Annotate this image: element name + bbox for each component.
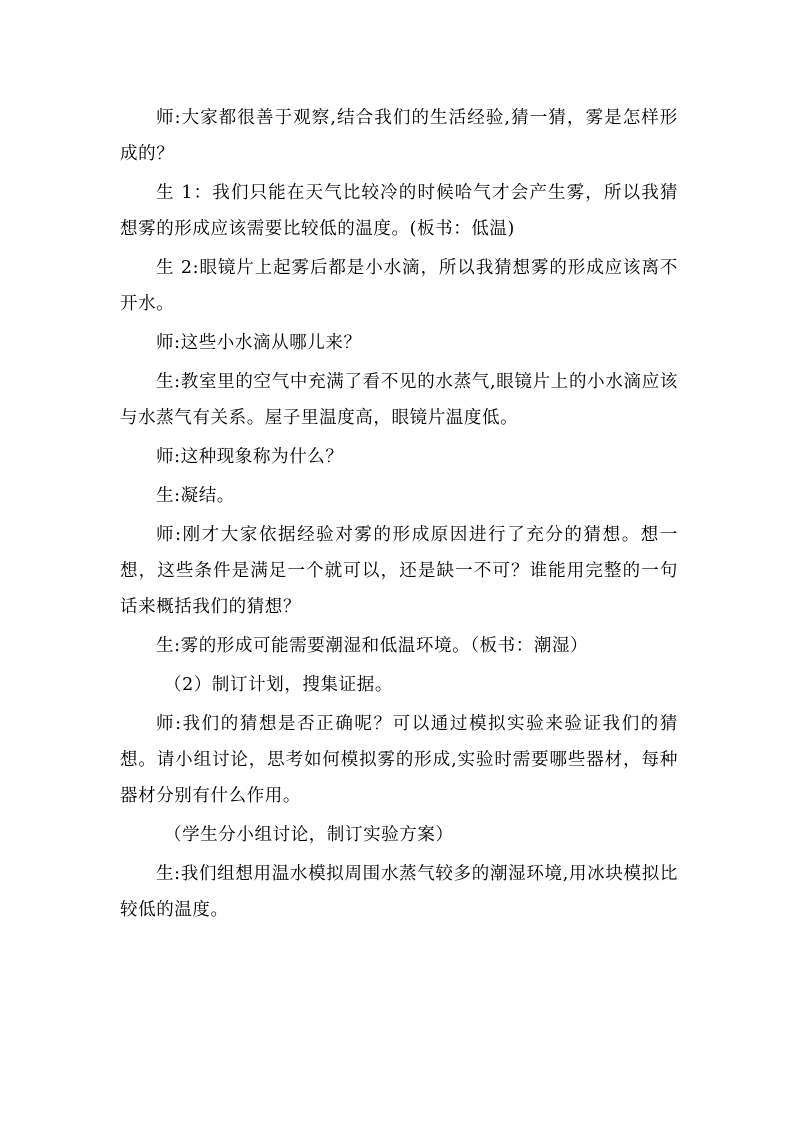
paragraph-student-1: 生 1：我们只能在天气比较冷的时候哈气才会产生雾，所以我猜想雾的形成应该需要比较低的温度。(板书：低温) <box>120 183 678 239</box>
paragraph-teacher-phenomenon: 师:这种现象称为什么？ <box>156 447 344 467</box>
paragraph-student-plan: 生:我们组想用温水模拟周围水蒸气较多的潮湿环境,用冰块模拟比较低的温度。 <box>120 864 678 920</box>
paragraph-group-discussion: （学生分小组讨论，制订实验方案） <box>164 825 454 845</box>
paragraph-teacher-question: 师:大家都很善于观察,结合我们的生活经验,猜一猜，雾是怎样形成的？ <box>120 108 678 164</box>
paragraph-teacher-water-drops: 师:这些小水滴从哪儿来？ <box>156 333 362 353</box>
paragraph-student-2: 生 2:眼镜片上起雾后都是小水滴，所以我猜想雾的形成应该离不开水。 <box>120 258 678 314</box>
paragraph-student-hypothesis: 生:雾的形成可能需要潮湿和低温环境。（板书：潮湿） <box>156 636 589 656</box>
paragraph-teacher-experiment: 师:我们的猜想是否正确呢？可以通过模拟实验来验证我们的猜想。请小组讨论，思考如何模拟雾的形成,实验时需要哪些器材，每种器材分别有什么作用。 <box>120 714 678 806</box>
paragraph-teacher-summary: 师:刚才大家依据经验对雾的形成原因进行了充分的猜想。想一想，这些条件是满足一个就可以，还是缺一不可？谁能用完整的一句话来概括我们的猜想？ <box>120 525 678 617</box>
paragraph-section-plan: （2）制订计划，搜集证据。 <box>164 675 393 695</box>
document-body <box>120 100 678 931</box>
paragraph-student-vapor: 生:教室里的空气中充满了看不见的水蒸气,眼镜片上的小水滴应该与水蒸气有关系。屋子里温度高，眼镜片温度低。 <box>120 372 678 428</box>
paragraph-student-condensation: 生:凝结。 <box>156 486 235 506</box>
